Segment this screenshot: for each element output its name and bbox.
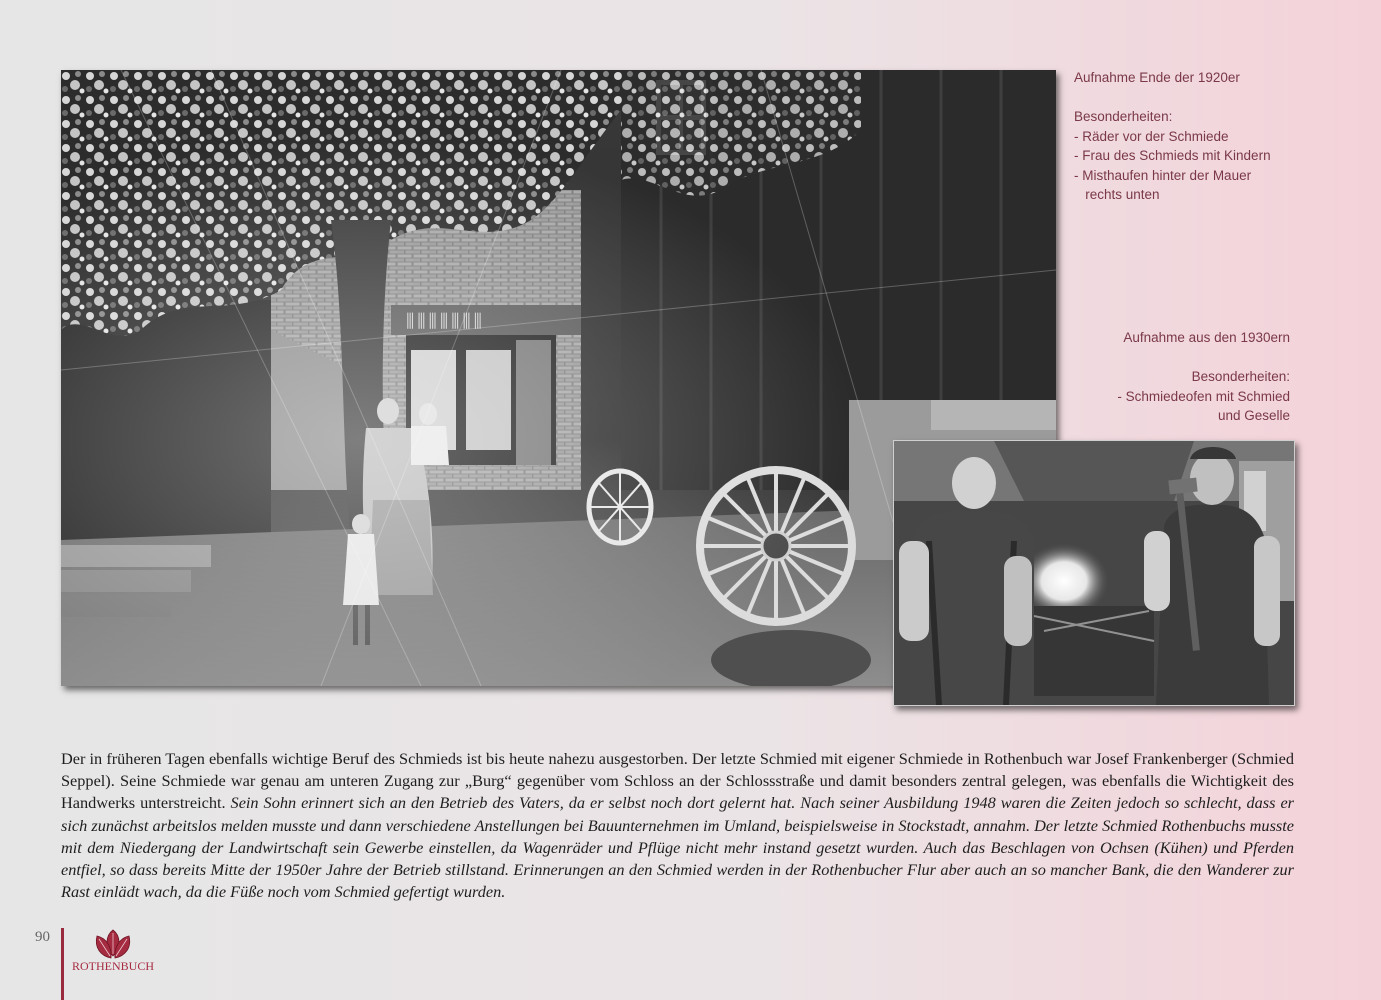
body-paragraph	[61, 748, 1294, 903]
rothenbuch-logo	[71, 928, 155, 978]
caption-1920s-item: rechts unten	[1074, 187, 1160, 202]
body-text-normal: Der in früheren Tagen ebenfalls wichtige Beruf des Schmieds ist bis heute nahezu ausgestorben. Der letzte Schmied mit eigener Schmiede in Rothenbuch war Josef Frankenberger (Schmied Seppel). Seine Schmiede war genau am unteren Zugang zur „Burg“ gegenüber vom Schloss an der Schlossstraße und damit besonders zentral gelegen, was ebenfalls die Wichtigkeit des Handwerks unterstreicht.	[61, 749, 1294, 813]
caption-1920s-item: - Räder vor der Schmiede	[1074, 128, 1229, 144]
caption-1920s-heading: Besonderheiten:	[1074, 109, 1173, 124]
caption-1930s-item: und Geselle	[1217, 408, 1290, 423]
caption-1930s-title: Aufnahme aus den 1930ern	[1123, 330, 1290, 345]
body-text-italic: Sein Sohn erinnert sich an den Betrieb des Vaters, da er selbst noch dort gelernt hat. Nach seiner Ausbildung 1948 waren die Zeiten jedoch so schlecht, dass er sich zunächst arbeitslos melden musste und dann verschiedene Anstellungen bei Bauunternehmen im Umland, beispielsweise in Stockstadt, annahm. Der letzte Schmied Rothenbuchs musste mit dem Niedergang der Landwirtschaft sein Gewerbe einstellen, da Wagenräder und Pflüge nicht mehr instand gesetzt wurden. Auch das Beschlagen von Ochsen (Kühen) und Pferden entfiel, so dass bereits Mitte der 1950er Jahre der Betrieb stillstand. Erinnerungen an den Schmied werden in der Rothenbucher Flur aber auch an so mancher Bank, die den Wanderer zur Rast einlädt wach, da die Füße noch vom Schmied gefertigt wurden.	[61, 793, 1295, 902]
caption-1930s-item: - Schmiedeofen mit Schmied	[1117, 388, 1290, 404]
page-accent-bar	[61, 928, 64, 1000]
page-number: 90	[35, 929, 50, 945]
caption-1930s-heading: Besonderheiten:	[1191, 369, 1290, 384]
caption-1920s-item: - Frau des Schmieds mit Kindern	[1074, 148, 1271, 163]
caption-1930s	[1060, 328, 1290, 426]
leaf-emblem-icon	[83, 928, 143, 960]
caption-1920s-title: Aufnahme Ende der 1920er	[1074, 70, 1240, 85]
blacksmiths-at-forge-photo	[893, 440, 1295, 706]
caption-1920s	[1074, 68, 1364, 205]
logo-text: ROTHENBUCH	[71, 959, 154, 973]
caption-1920s-item: - Misthaufen hinter der Mauer	[1074, 167, 1252, 183]
